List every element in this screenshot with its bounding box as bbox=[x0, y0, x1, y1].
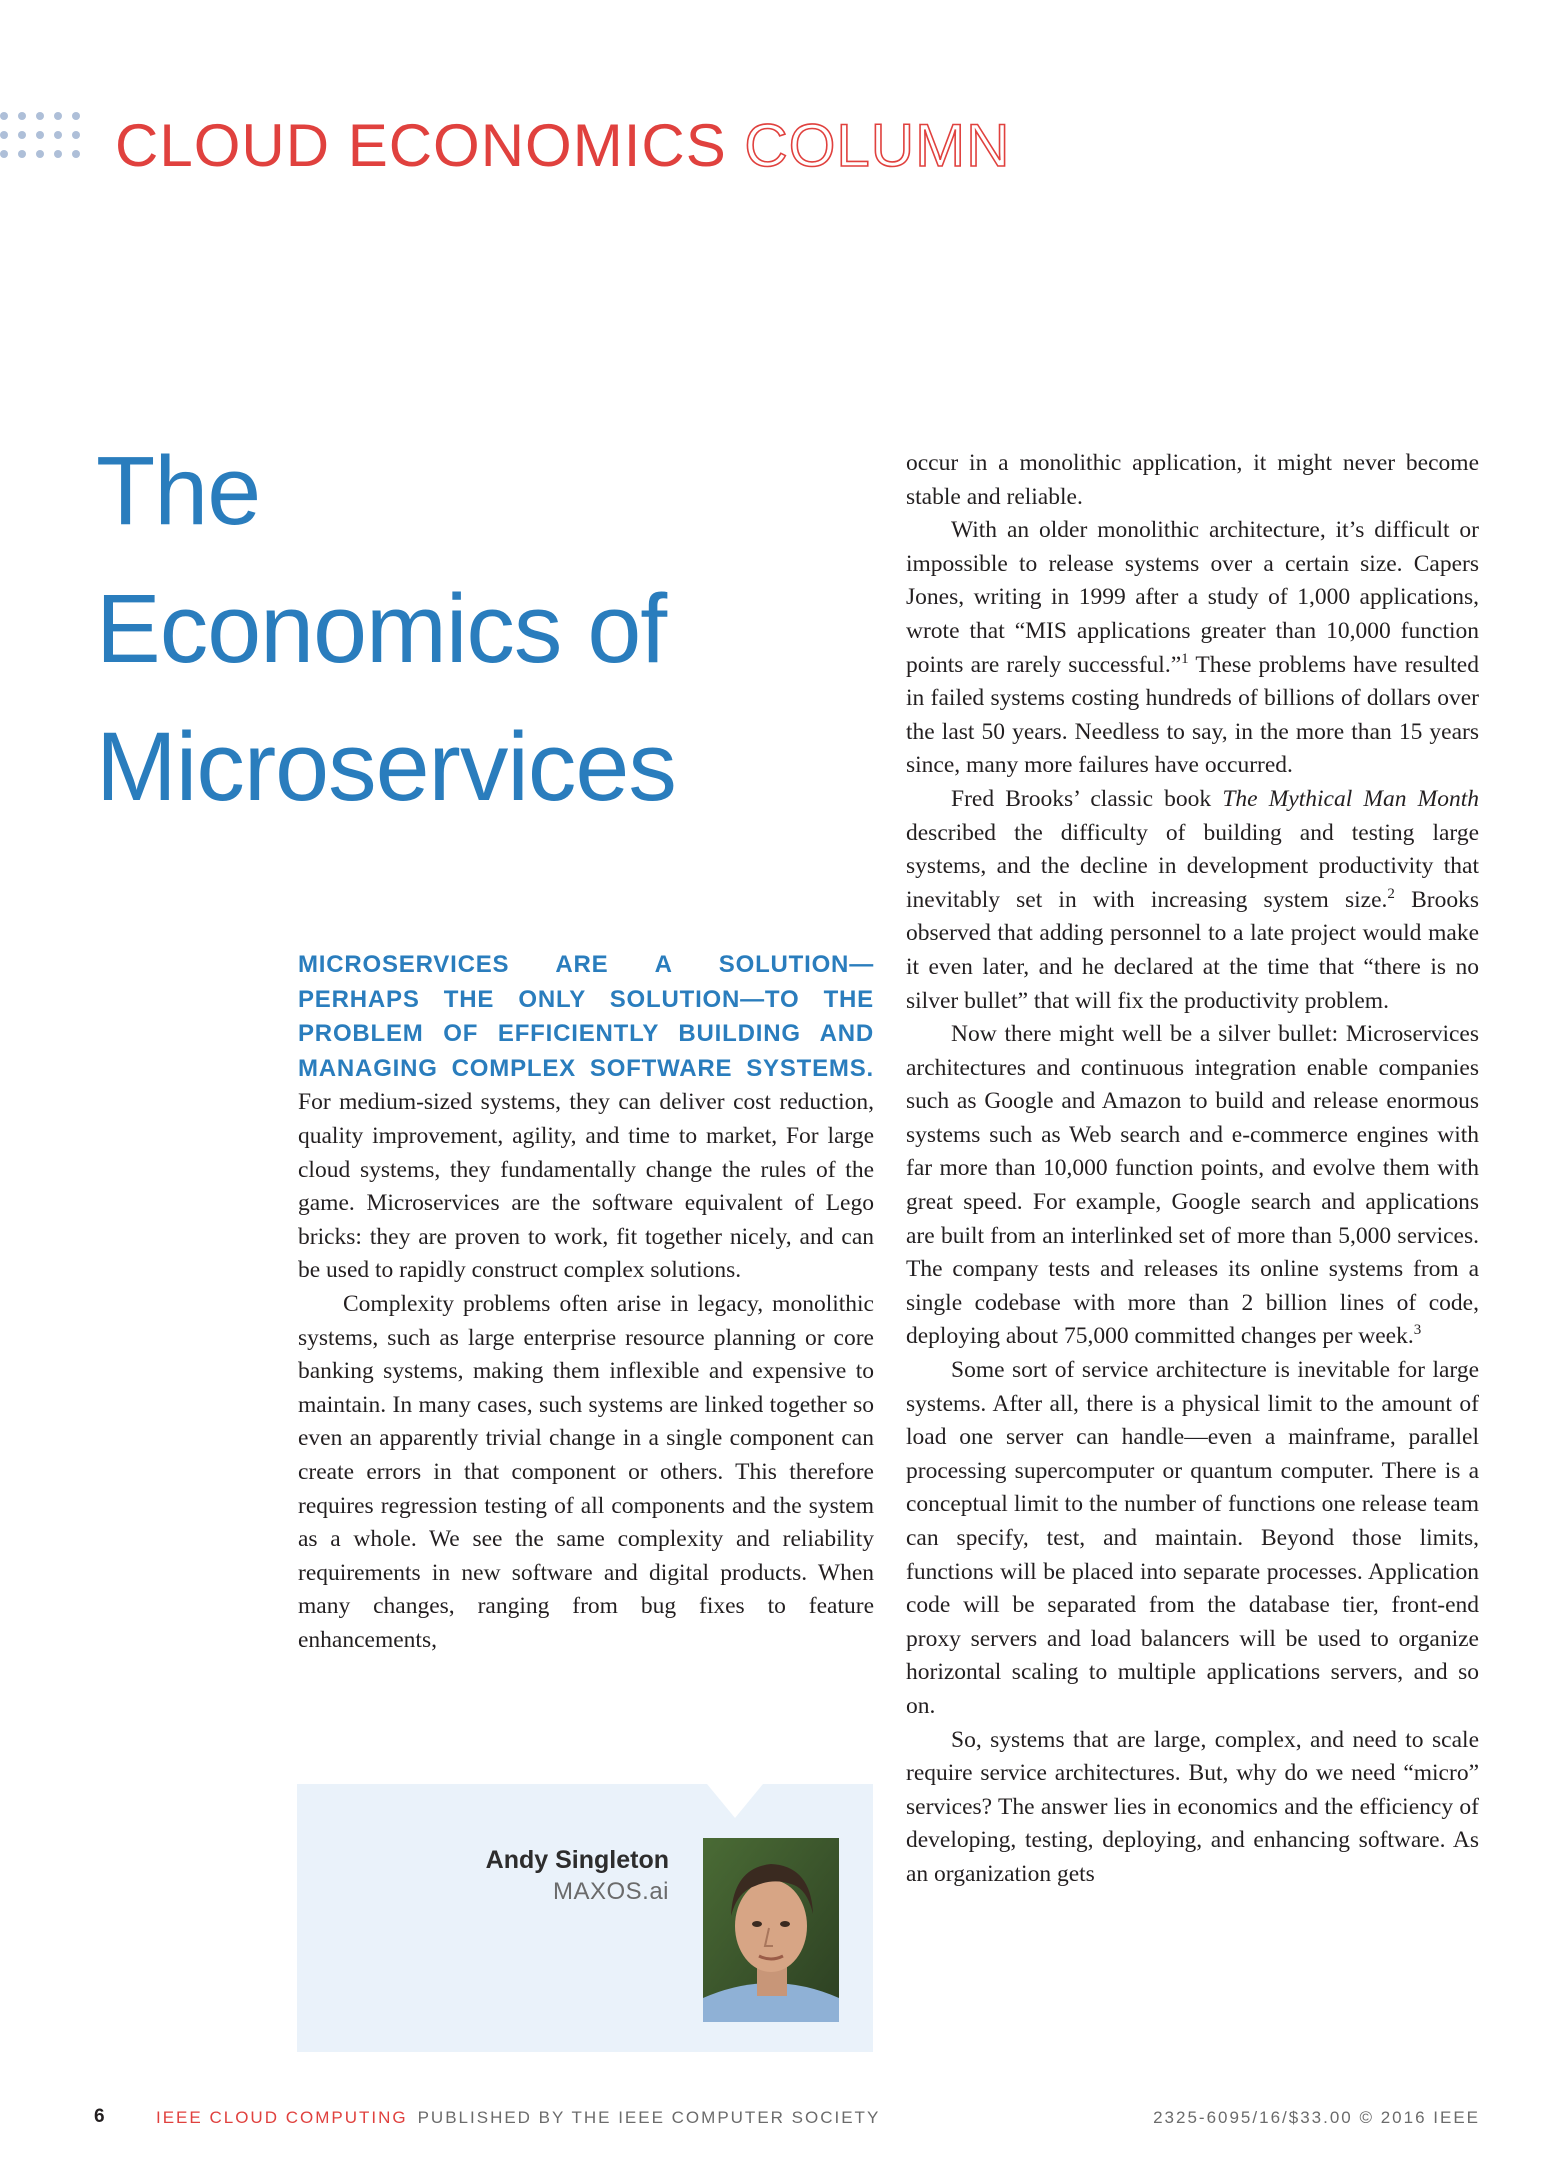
book-title: The Mythical Man Month bbox=[1222, 785, 1479, 812]
body-paragraph: Complexity problems often arise in legacy, monolithic systems, such as large enterprise resource planning or core banking systems, making them inflexible and expensive to maintain. In many cases, such systems are linked together so even an apparently trivial change in a single component can create errors in that component or others. This therefore requires regression testing of all components and the system as a whole. We see the same complexity and reliability requirements in new software and digital products. When many changes, ranging from bug fixes to feature enhancements, bbox=[298, 1290, 874, 1653]
reference-marker: 3 bbox=[1413, 1322, 1422, 1339]
copyright-notice: 2325-6095/16/$33.00 © 2016 IEEE bbox=[1153, 2108, 1480, 2127]
author-portrait-image bbox=[703, 1838, 839, 2022]
body-text: Now there might well be a silver bullet: Microservices architectures and continuous integration enable companies such as Google and Amazon to build and release enormous systems such as Web search and e-commerce engines with far more than 10,000 function points, and evolve them with great speed. For example, Google search and applications are built from an interlinked set of more than 5,000 services. The company tests and releases its online systems from a single codebase with more than 2 billion lines of code, deploying about 75,000 committed changes per week. bbox=[906, 1021, 1479, 1350]
page-number: 6 bbox=[94, 2106, 105, 2127]
title-line-1: The bbox=[96, 436, 261, 545]
body-paragraph: Some sort of service architecture is inevitable for large systems. After all, there is a physical limit to the amount of load one server can handle—even a mainframe, parallel processing supercomputer or quantum computer. There is a conceptual limit to the number of functions one release team can specify, test, and maintain. Beyond those limits, functions will be placed into separate processes. Application code will be separated from the database tier, front-end proxy servers and load balancers will be used to organize horizontal scaling to multiple applications servers, and so on. bbox=[906, 1357, 1479, 1719]
body-paragraph bbox=[906, 783, 1479, 1018]
title-line-3: Microservices bbox=[96, 712, 676, 821]
left-column bbox=[298, 948, 874, 1657]
body-text: Fred Brooks’ classic book bbox=[951, 785, 1223, 812]
decorative-dot-grid bbox=[0, 112, 86, 172]
author-affiliation: MAXOS.ai bbox=[552, 1878, 669, 1905]
body-paragraph bbox=[906, 514, 1479, 783]
body-text: described the difficulty of building and testing large systems, and the decline in development productivity that inevitably set in with increasing system size. bbox=[906, 819, 1479, 913]
title-line-2: Economics of bbox=[96, 574, 667, 683]
column-header bbox=[115, 110, 1010, 182]
journal-name: IEEE CLOUD COMPUTING bbox=[156, 2108, 408, 2127]
callout-notch bbox=[707, 1784, 763, 1818]
author-name: Andy Singleton bbox=[485, 1846, 669, 1874]
body-paragraph bbox=[906, 1018, 1479, 1354]
right-column bbox=[906, 447, 1479, 1892]
publication-line bbox=[156, 2108, 880, 2128]
body-paragraph: So, systems that are large, complex, and need to scale require service architectures. But, why do we need “micro” services? The answer lies in economics and the efficiency of developing, testing, deploying, and enhancing software. As an organization gets bbox=[906, 1726, 1479, 1887]
column-header-word2: COLUMN bbox=[744, 112, 1011, 179]
intro-text: For medium-sized systems, they can deliver cost reduction, quality improvement, agility, and time to market, For large cloud systems, they fundamentally change the rules of the game. Microservices are the software equivalent of Lego bricks: they are proven to work, fit together nicely, and can be used to rapidly construct complex solutions. bbox=[298, 1089, 874, 1284]
reference-marker: 1 bbox=[1181, 650, 1189, 667]
column-header-word1: CLOUD ECONOMICS bbox=[115, 112, 727, 179]
body-paragraph: occur in a monolithic application, it might never become stable and reliable. bbox=[906, 450, 1479, 510]
reference-marker: 2 bbox=[1387, 885, 1395, 902]
intro-paragraph bbox=[298, 948, 874, 1288]
body-text: These problems have resulted in failed systems costing hundreds of billions of dollars over the last 50 years. Needless to say, in the more than 15 years since, many more failures have occurred. bbox=[906, 651, 1479, 779]
article-title bbox=[96, 422, 676, 836]
body-text: Brooks observed that adding personnel to a late project would make it even later, and he declared at the time that “there is no silver bullet” that will fix the productivity problem. bbox=[906, 886, 1479, 1014]
author-box bbox=[297, 1784, 873, 2052]
body-text: With an older monolithic architecture, it’s difficult or impossible to release systems over a certain size. Capers Jones, writing in 1999 after a study of 1,000 applications, wrote that “MIS applications greater than 10,000 function points are rarely successful.” bbox=[906, 517, 1479, 678]
publisher-name: PUBLISHED BY THE IEEE COMPUTER SOCIETY bbox=[417, 2108, 881, 2127]
lead-in: MICROSERVICES ARE A SOLUTION—PERHAPS THE ONLY SOLUTION—TO THE PROBLEM OF EFFICIENTLY BUILDING AND MANAGING COMPLEX SOFTWARE SYSTEMS. bbox=[298, 951, 874, 1082]
author-photo bbox=[703, 1838, 839, 2022]
